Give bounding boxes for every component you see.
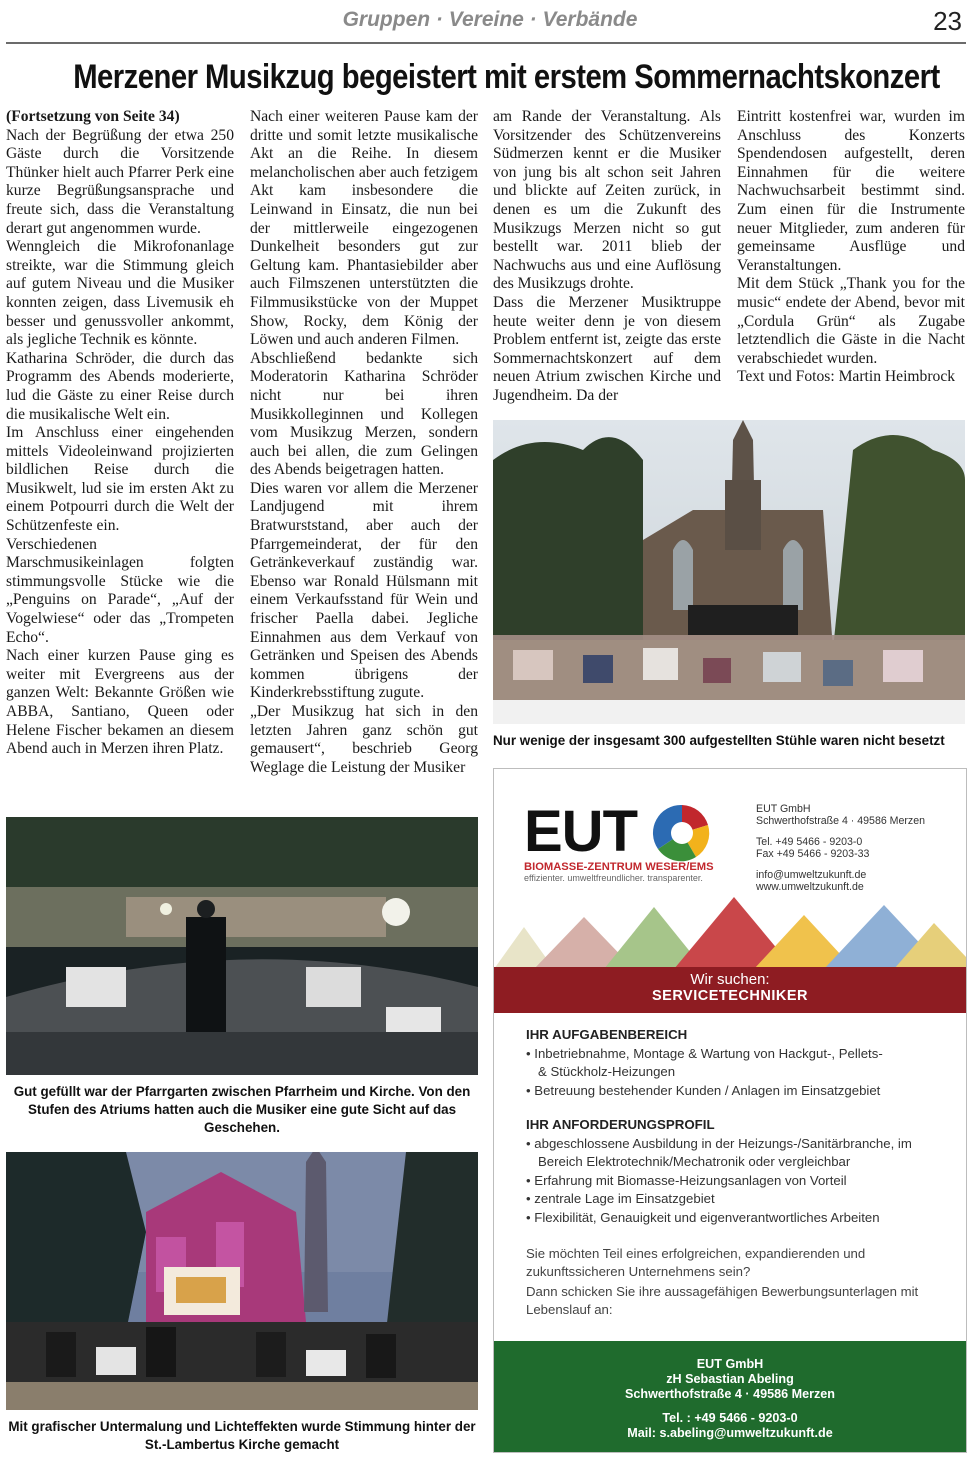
caption-photo-right: Nur wenige der insgesamt 300 aufgestellten Stühle waren nicht besetzt <box>493 733 945 748</box>
caption-photo-left-bottom: Mit grafischer Untermalung und Lichteffekten wurde Stimmung hinter der St.-Lambertus Kirche gemacht <box>8 1419 476 1452</box>
paragraph: „Der Musikzug hat sich in den letzten Jahren ganz schön gut gemausert“, beschrieb Georg Weglage die Leistung der Musiker <box>250 703 478 776</box>
tasks-list <box>526 1045 886 1100</box>
article-column-3 <box>493 108 721 406</box>
footer-tel: Tel. : +49 5466 - 9203-0 <box>662 1411 798 1426</box>
page-number: 23 <box>933 6 962 36</box>
list-item: • Inbetriebnahme, Montage & Wartung von Hackgut-, Pellets- & Stückholz-Heizungen <box>526 1046 883 1080</box>
mountain-graphic <box>494 897 966 969</box>
application-instruction: Dann schicken Sie ihre aussagefähigen Bewerbungsunterlagen mit Lebenslauf an: <box>526 1284 919 1318</box>
paragraph: Wenngleich die Mikrofonanlage streikte, war die Stimmung gleich auf gutem Niveau und die Musiker konnten zeigen, dass Livemusik eh besser und genussvoller ankommt, als jegliche Technik es könnte. <box>6 238 234 349</box>
footer-attn: zH Sebastian Abeling <box>666 1371 794 1386</box>
profile-list <box>526 1135 926 1227</box>
logo-tagline: effizienter. umweltfreundlicher. transparenter. <box>524 873 703 883</box>
logo-emblem-icon <box>652 803 712 863</box>
paragraph: Nach der Begrüßung der etwa 250 Gäste durch die Vorsitzende Thünker hielt auch Pfarrer Perk eine kurze Begrüßungsansprache und freute sich, dass die Veranstaltung derart gut angenommen wurde. <box>6 126 234 237</box>
paragraph: Verschiedenen Marschmusikeinlagen folgten stimmungsvolle Stücke wie die „Penguins on Parade“, „Auf der Vogelwiese“ oder das „Trompeten Echo“. <box>6 535 234 646</box>
photo-band-evening <box>6 817 478 1075</box>
article-column-4 <box>737 108 965 387</box>
tasks-heading: IHR AUFGABENBEREICH <box>526 1027 688 1042</box>
contact-address: Schwerthofstraße 4 · 49586 Merzen <box>756 815 925 828</box>
section-title: Gruppen · Vereine · Verbände <box>342 8 638 31</box>
job-title: SERVICETECHNIKER <box>652 988 808 1004</box>
header-rule <box>6 42 966 44</box>
wanted-banner <box>494 967 966 1013</box>
paragraph: Abschließend bedankte sich Moderatorin Katharina Schröder nicht nur bei ihren Musikkolleginnen und Kollegen vom Musikzug Merzen, sondern auch bei allen, die zum Gelingen des Abends beigetragen hatten. <box>250 349 478 479</box>
footer-company: EUT GmbH <box>696 1357 764 1371</box>
paragraph: Nach einer kurzen Pause ging es weiter mit Evergreens aus der ganzen Welt: Bekannte Größen wie ABBA, Santiano, Queen oder Helene Fischer bekamen an diesem Abend auch in Merzen ihren Platz. <box>6 647 234 758</box>
list-item: • Flexibilität, Genauigkeit und eigenverantwortliches Arbeiten <box>526 1209 880 1225</box>
contact-fax: Fax +49 5466 - 9203-33 <box>756 848 870 861</box>
logo-wordmark: EUT <box>524 799 637 864</box>
job-advertisement <box>493 768 967 1453</box>
ad-contact-block <box>756 803 956 893</box>
footer-mail[interactable]: Mail: s.abeling@umweltzukunft.de <box>627 1426 833 1441</box>
photo-church-lights <box>6 1152 478 1410</box>
paragraph: Katharina Schröder, die durch das Programm des Abends moderierte, lud die Gäste zu einer Reise durch die musikalische Welt ein. <box>6 349 234 423</box>
contact-tel: Tel. +49 5466 - 9203-0 <box>756 835 863 848</box>
article-column-1 <box>6 108 234 759</box>
paragraph: Dass die Merzener Musiktruppe heute weiter denn je von diesem Problem entfernt ist, zeigte das erste Sommernachtskonzert auf dem neuen Atrium zwischen Kirche und Jugendheim. Da der <box>493 293 721 404</box>
contact-company: EUT GmbH <box>756 803 811 815</box>
list-item: • Betreuung bestehender Kunden / Anlagen im Einsatzgebiet <box>526 1082 881 1098</box>
paragraph: Eintritt kostenfrei war, wurden im Anschluss des Konzerts Spendendosen aufgestellt, deren Einnahmen für die weitere Nachwuchsarbeit bestimmt sind. Zum einen für die Instrumente neuer Mitglieder, zum anderen für gemeinsame Ausflüge und Veranstaltungen. <box>737 108 965 274</box>
paragraph: Nach einer weiteren Pause kam der dritte und somit letzte musikalische Akt an die Reihe. In diesem melancholischen aber auch fetzigem Akt kam insbesondere die Leinwand in Einsatz, die nun bei der mittlerweile eingezogenen Dunkelheit besonders gut zur Geltung kam. Phantasiebilder aber auch Filmszenen unterstützten die Filmmusikstücke von der Muppet Show, Rocky, dem König der Löwen und auch anderen Filmen. <box>250 108 478 349</box>
list-item: • abgeschlossene Ausbildung in der Heizungs-/Sanitärbranche, im Bereich Elektrotechnik/Mechatronik oder vergleichbar <box>526 1136 912 1170</box>
logo-subline: BIOMASSE-ZENTRUM WESER/EMS <box>524 861 714 873</box>
paragraph: Mit dem Stück „Thank you for the music“ endete der Abend, bevor mit „Cordula Grün“ als Zugabe letztendlich die Gäste in die Nacht verabschiedet wurden. <box>737 275 965 367</box>
contact-web[interactable]: www.umweltzukunft.de <box>756 881 864 894</box>
wanted-label: Wir suchen: <box>690 971 770 988</box>
profile-heading: IHR ANFORDERUNGSPROFIL <box>526 1117 715 1132</box>
application-question: Sie möchten Teil eines erfolgreichen, expandierenden und zukunftssicheren Unternehmens sein? <box>526 1246 866 1280</box>
paragraph: Im Anschluss einer eingehenden mittels Videoleinwand projizierten bildlichen Reise durch die Musikwelt, lud sie im ersten Akt zu einem Potpourri durch die Welt der Schützenfeste ein. <box>6 424 234 535</box>
paragraph: Dies waren vor allem die Merzener Landjugend mit ihrem Bratwurststand, aber auch der Pfarrgemeinderat, der für den Getränkeverkauf zuständig war. Ebenso war Ronald Hülsmann mit einem Verkaufsstand für Wein und frischer Paella dabei. Jegliche Einnahmen aus dem Verkauf von Getränken und Speisen des Abends kommen übrigens der Kinderkrebsstiftung zugute. <box>250 479 478 702</box>
application-address-box <box>494 1341 966 1452</box>
paragraph: am Rande der Veranstaltung. Als Vorsitzender des Schützenvereins Südmerzen kennt er die Musiker von jung bis alt schon seit Jahren und blickte auf Zeiten zurück, in denen es um die Zukunft des Musikzugs Merzen nicht so gut bestellt war. 2011 blieb der Nachwuchs aus und eine Auflösung des Musikzugs drohte. <box>493 108 721 293</box>
contact-email[interactable]: info@umweltzukunft.de <box>756 868 867 881</box>
list-item: • zentrale Lage im Einsatzgebiet <box>526 1191 715 1207</box>
photo-audience-church <box>493 420 965 724</box>
footer-address: Schwerthofstraße 4 · 49586 Merzen <box>625 1386 835 1401</box>
continuation-note: (Fortsetzung von Seite 34) <box>6 108 180 125</box>
list-item: • Erfahrung mit Biomasse-Heizungsanlagen von Vorteil <box>526 1172 847 1188</box>
article-column-2 <box>250 108 478 777</box>
author-credit: Text und Fotos: Martin Heimbrock <box>737 368 956 386</box>
article-headline: Merzener Musikzug begeistert mit erstem Sommernachtskonzert <box>73 58 940 96</box>
caption-photo-left-top: Gut gefüllt war der Pfarrgarten zwischen Pfarrheim und Kirche. Von den Stufen des Atriums hatten auch die Musiker eine gute Sicht auf das Geschehen. <box>13 1084 471 1135</box>
